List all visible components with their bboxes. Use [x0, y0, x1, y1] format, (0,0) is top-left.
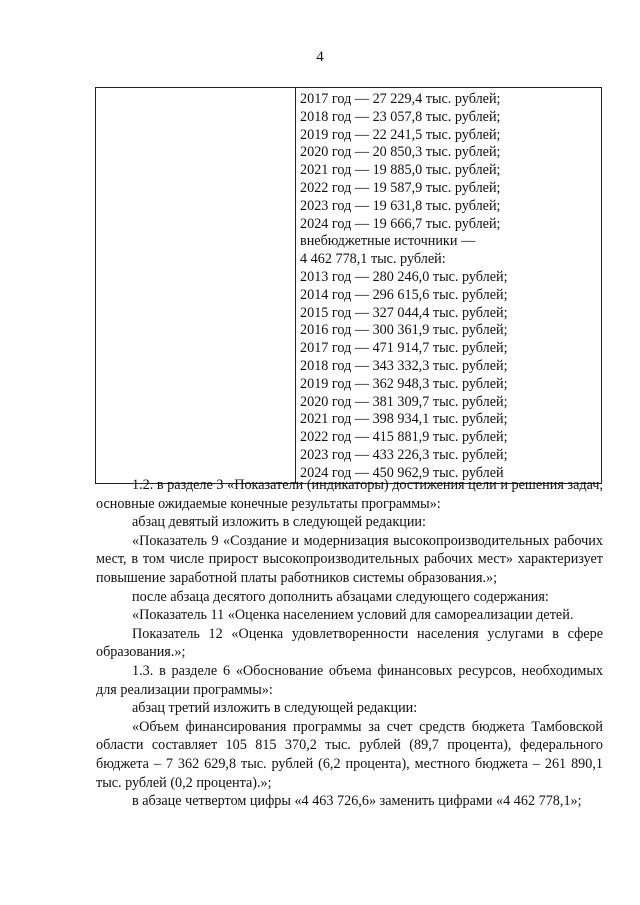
- paragraph: Показатель 12 «Оценка удовлетворенности населения услугами в сфере образования.»;: [96, 625, 603, 661]
- paragraph: абзац девятый изложить в следующей редакции:: [132, 514, 426, 531]
- paragraph: после абзаца десятого дополнить абзацами следующего содержания:: [132, 588, 549, 605]
- funding-line: 2020 год — 20 850,3 тыс. рублей;: [300, 144, 501, 161]
- funding-line: 2019 год — 362 948,3 тыс. рублей;: [300, 375, 508, 392]
- funding-line: 2020 год — 381 309,7 тыс. рублей;: [300, 393, 508, 410]
- paragraph: «Показатель 11 «Оценка населением условий для самореализации детей.: [132, 607, 574, 624]
- funding-line: 2017 год — 471 914,7 тыс. рублей;: [300, 340, 508, 357]
- funding-line: 2016 год — 300 361,9 тыс. рублей;: [300, 322, 508, 339]
- table-left-cell: [96, 88, 296, 484]
- paragraph: абзац третий изложить в следующей редакции:: [132, 700, 418, 717]
- table-row: [96, 88, 602, 484]
- document-body: [96, 476, 603, 811]
- funding-line: 2024 год — 450 962,9 тыс. рублей: [300, 464, 504, 481]
- funding-line: 2017 год — 27 229,4 тыс. рублей;: [300, 91, 501, 107]
- funding-line: 2013 год — 280 246,0 тыс. рублей;: [300, 268, 508, 285]
- funding-line: 4 462 778,1 тыс. рублей:: [300, 251, 446, 268]
- funding-line: 2018 год — 23 057,8 тыс. рублей;: [300, 108, 501, 125]
- page-number: 4: [316, 49, 324, 65]
- funding-line: внебюджетные источники —: [300, 233, 476, 250]
- funding-line: 2014 год — 296 615,6 тыс. рублей;: [300, 286, 508, 303]
- funding-line: 2015 год — 327 044,4 тыс. рублей;: [300, 304, 508, 321]
- funding-line: 2022 год — 19 587,9 тыс. рублей;: [300, 179, 501, 196]
- paragraph: «Объем финансирования программы за счет средств бюджета Тамбовской области составляет 105 815 370,2 тыс. рублей (89,7 процента), федерального бюджета – 7 362 629,8 тыс. рублей (6,2 процента), местного бюджета – 261 890,1 тыс. рублей (0,2 процента).»;: [96, 718, 603, 791]
- funding-lines: [296, 88, 601, 483]
- funding-line: 2023 год — 19 631,8 тыс. рублей;: [300, 197, 501, 214]
- paragraph: 1.2. в разделе 3 «Показатели (индикаторы) достижения цели и решения задач, основные ожидаемые конечные результаты программы»:: [96, 477, 603, 512]
- funding-table: [95, 87, 602, 484]
- funding-line: 2019 год — 22 241,5 тыс. рублей;: [300, 126, 501, 143]
- paragraph: 1.3. в разделе 6 «Обоснование объема финансовых ресурсов, необходимых для реализации программы»:: [96, 662, 603, 698]
- paragraph: в абзаце четвертом цифры «4 463 726,6» заменить цифрами «4 462 778,1»;: [132, 793, 582, 810]
- funding-line: 2023 год — 433 226,3 тыс. рублей;: [300, 446, 508, 463]
- table-right-cell: [296, 88, 602, 484]
- funding-line: 2022 год — 415 881,9 тыс. рублей;: [300, 429, 508, 446]
- paragraph: «Показатель 9 «Создание и модернизация высокопроизводительных рабочих мест, в том числе прирост высокопроизводительных рабочих мест» характеризует повышение заработной платы работников системы образования.»;: [96, 532, 603, 586]
- funding-line: 2018 год — 343 332,3 тыс. рублей;: [300, 357, 508, 374]
- funding-line: 2024 год — 19 666,7 тыс. рублей;: [300, 215, 501, 232]
- funding-line: 2021 год — 398 934,1 тыс. рублей;: [300, 411, 508, 428]
- funding-line: 2021 год — 19 885,0 тыс. рублей;: [300, 162, 501, 179]
